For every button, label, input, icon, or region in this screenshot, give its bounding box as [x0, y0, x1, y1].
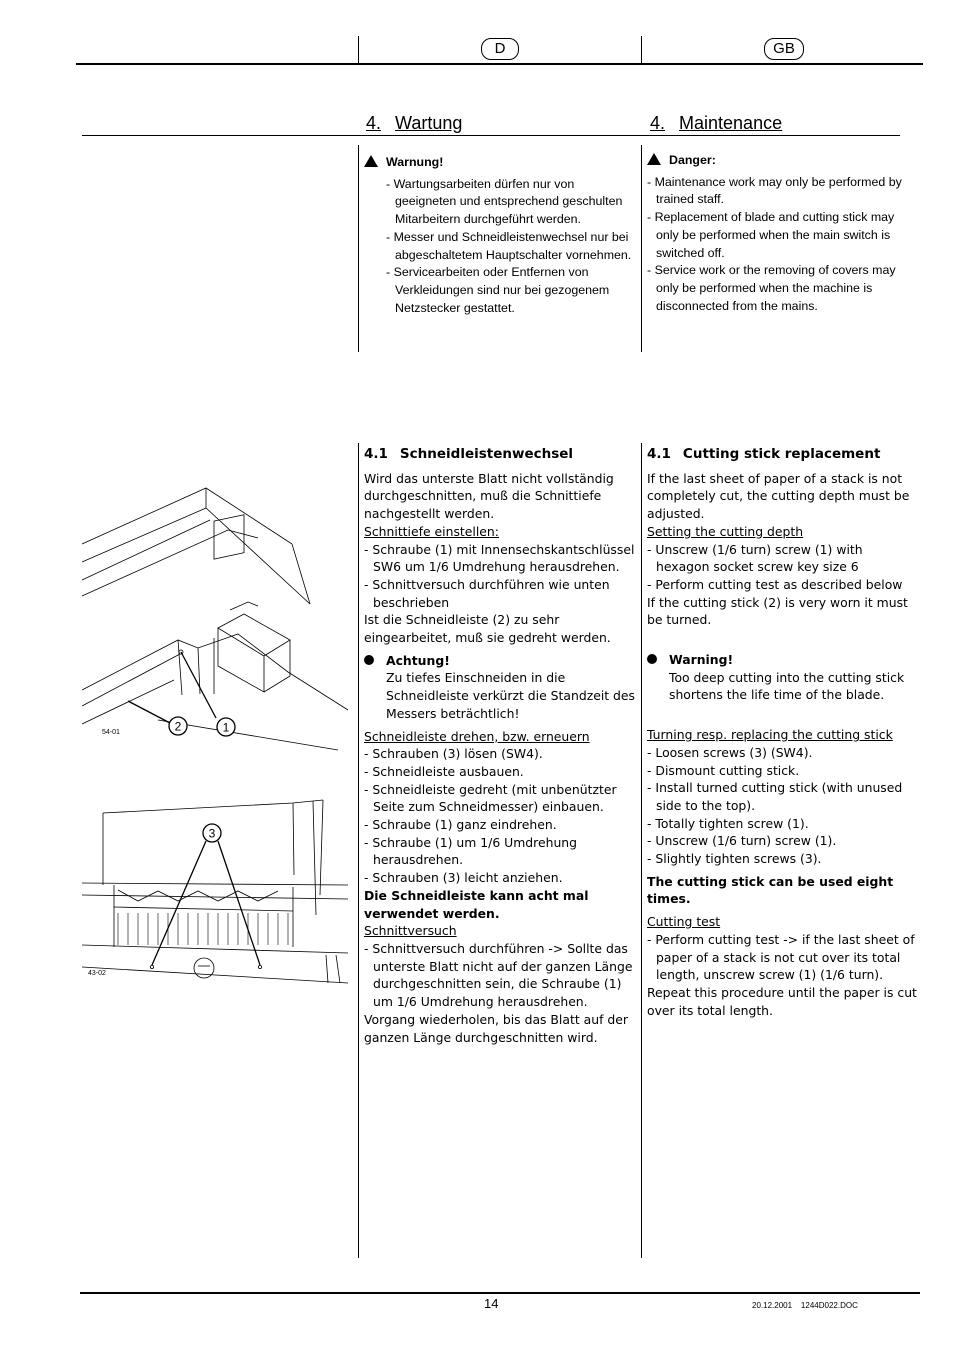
de-eight-times: Die Schneidleiste kann acht mal verwendet werden. [364, 887, 589, 921]
heading-en-number: 4. [650, 113, 666, 133]
list-item: - Unscrew (1/6 turn) screw (1). [647, 833, 837, 849]
en-repeat-text: Repeat this procedure until the paper is cut over its total length. [647, 984, 917, 1018]
page-number: 14 [484, 1296, 499, 1311]
en-warning-title: Danger: [669, 153, 716, 167]
list-item: - Schneidleiste gedreht (mit unbenützter Seite zum Schneidmesser) einbauen. [364, 781, 617, 815]
de-subheading-number: 4.1 [364, 446, 388, 462]
callout-3-label: 3 [208, 826, 216, 841]
callout-leader-2 [128, 701, 170, 723]
attention-bullet-icon [647, 654, 657, 664]
list-item: - Schraube (1) ganz eindrehen. [364, 817, 557, 833]
col-divider-right-top [641, 145, 642, 352]
heading-de-number: 4. [366, 113, 382, 133]
list-item: - Schnittversuch durchführen -> Sollte das unterste Blatt nicht auf der ganzen Länge durchgeschnitten sein, die Schraube (1) um 1/6 Umdrehung herausdrehen. [364, 940, 633, 1010]
list-item: - Loosen screws (3) (SW4). [647, 744, 813, 760]
list-item: - Schraube (1) um 1/6 Umdrehung herausdrehen. [364, 834, 578, 868]
heading-rule [82, 135, 900, 136]
callout-2-label: 2 [174, 719, 182, 734]
en-attention-block [647, 651, 919, 704]
list-item: - Wartungsarbeiten dürfen nur von geeigneten und entsprechend geschulten Mitarbeitern durchgeführt werden. [386, 176, 623, 227]
en-subheading-number: 4.1 [647, 446, 671, 462]
list-item: - Schneidleiste ausbauen. [364, 763, 524, 779]
list-item: - Perform cutting test as described below [647, 576, 903, 592]
en-attention-title: Warning! [669, 652, 734, 668]
en-subheading-title: Cutting stick replacement [682, 446, 881, 462]
de-worn-text: Ist die Schneidleiste (2) zu sehr eingearbeitet, muß sie gedreht werden. [364, 612, 611, 646]
col-divider-left-top [358, 145, 359, 352]
figure-code-54-01: 54-01 [102, 729, 120, 736]
lang-badge-de: D [481, 38, 519, 60]
lang-badge-gb: GB [764, 38, 804, 60]
en-warning-block [647, 152, 919, 315]
de-warning-list [364, 176, 636, 318]
list-item: - Schraube (1) mit Innensechskantschlüssel SW6 um 1/6 Umdrehung herausdrehen. [364, 541, 635, 575]
de-test-title: Schnittversuch [364, 923, 457, 939]
figure-code-43-02: 43-02 [88, 970, 106, 977]
list-item: - Service work or the removing of covers may only be performed when the machine is disconnected from the mains. [647, 263, 896, 313]
header-rule [76, 63, 923, 65]
en-main-column [647, 446, 919, 1019]
list-item: - Messer und Schneidleistenwechsel nur bei abgeschaltetem Hauptschalter vornehmen. [386, 229, 632, 262]
de-warning-block [364, 154, 636, 317]
en-eight-times: The cutting stick can be used eight times. [647, 873, 894, 907]
list-item: - Perform cutting test -> if the last sheet of paper of a stack is not cut over its total length, unscrew screw (1) (1/6 turn). [647, 931, 915, 983]
list-item: - Schnittversuch durchführen wie unten beschrieben [364, 576, 610, 610]
de-repeat-text: Vorgang wiederholen, bis das Blatt auf der ganzen Länge durchgeschnitten wird. [364, 1011, 628, 1045]
list-item: - Maintenance work may only be performed by trained staff. [647, 174, 902, 207]
de-attention-block [364, 652, 636, 723]
callout-1-label: 1 [222, 720, 230, 735]
de-turn-title: Schneidleiste drehen, bzw. erneuern [364, 728, 590, 744]
en-worn-text: If the cutting stick (2) is very worn it must be turned. [647, 594, 908, 628]
de-subheading [364, 446, 636, 464]
col-divider-left-main [358, 443, 359, 1258]
list-item: - Schrauben (3) lösen (SW4). [364, 746, 543, 762]
de-main-column [364, 446, 636, 1046]
header-divider-right [641, 36, 642, 64]
list-item: - Replacement of blade and cutting stick may only be performed when the main switch is switched off. [647, 210, 895, 260]
callout-leader-3b [218, 841, 260, 965]
header-divider-left [358, 36, 359, 64]
list-item: - Totally tighten screw (1). [647, 815, 809, 831]
en-subheading [647, 446, 919, 464]
en-warning-list [647, 174, 919, 316]
de-warning-title-row [364, 154, 636, 172]
warning-triangle-icon [647, 153, 661, 165]
callout-leader-3a [152, 841, 206, 965]
figure-cutting-stick [78, 480, 353, 755]
de-attention-text: Zu tiefes Einschneiden in die Schneidleiste verkürzt die Standzeit des Messers beträchtlich! [386, 670, 636, 721]
en-depth-title: Setting the cutting depth [647, 523, 804, 539]
heading-en [650, 113, 782, 134]
list-item: - Slightly tighten screws (3). [647, 851, 822, 867]
heading-en-title: Maintenance [679, 113, 783, 133]
attention-bullet-icon [364, 655, 374, 665]
list-item: - Unscrew (1/6 turn) screw (1) with hexagon socket screw key size 6 [647, 541, 863, 575]
list-item: - Install turned cutting stick (with unused side to the top). [647, 780, 903, 813]
en-turn-title: Turning resp. replacing the cutting stick [647, 727, 893, 743]
col-divider-right-main [641, 443, 642, 1258]
en-test-title: Cutting test [647, 914, 721, 930]
de-subheading-title: Schneidleistenwechsel [399, 446, 574, 462]
en-intro: If the last sheet of paper of a stack is not completely cut, the cutting depth must be adjusted. [647, 470, 910, 522]
de-warning-title: Warnung! [386, 155, 444, 169]
en-attention-text: Too deep cutting into the cutting stick shortens the life time of the blade. [669, 669, 905, 703]
warning-triangle-icon [364, 155, 378, 167]
list-item: - Schrauben (3) leicht anziehen. [364, 870, 563, 886]
de-depth-title: Schnittiefe einstellen: [364, 523, 499, 539]
footer-rule [80, 1292, 920, 1294]
heading-de [366, 113, 462, 134]
list-item: - Servicearbeiten oder Entfernen von Verkleidungen sind nur bei gezogenem Netzstecker gestattet. [386, 265, 610, 315]
en-warning-title-row [647, 152, 919, 170]
list-item: - Dismount cutting stick. [647, 762, 800, 778]
de-intro: Wird das unterste Blatt nicht vollständig durchgeschnitten, muß die Schnittiefe nachgestellt werden. [364, 470, 614, 522]
figure-screws-front [78, 795, 353, 990]
heading-de-title: Wartung [395, 113, 463, 133]
de-attention-title: Achtung! [386, 652, 450, 668]
doc-reference: 20.12.2001 1244D022.DOC [752, 1301, 858, 1310]
